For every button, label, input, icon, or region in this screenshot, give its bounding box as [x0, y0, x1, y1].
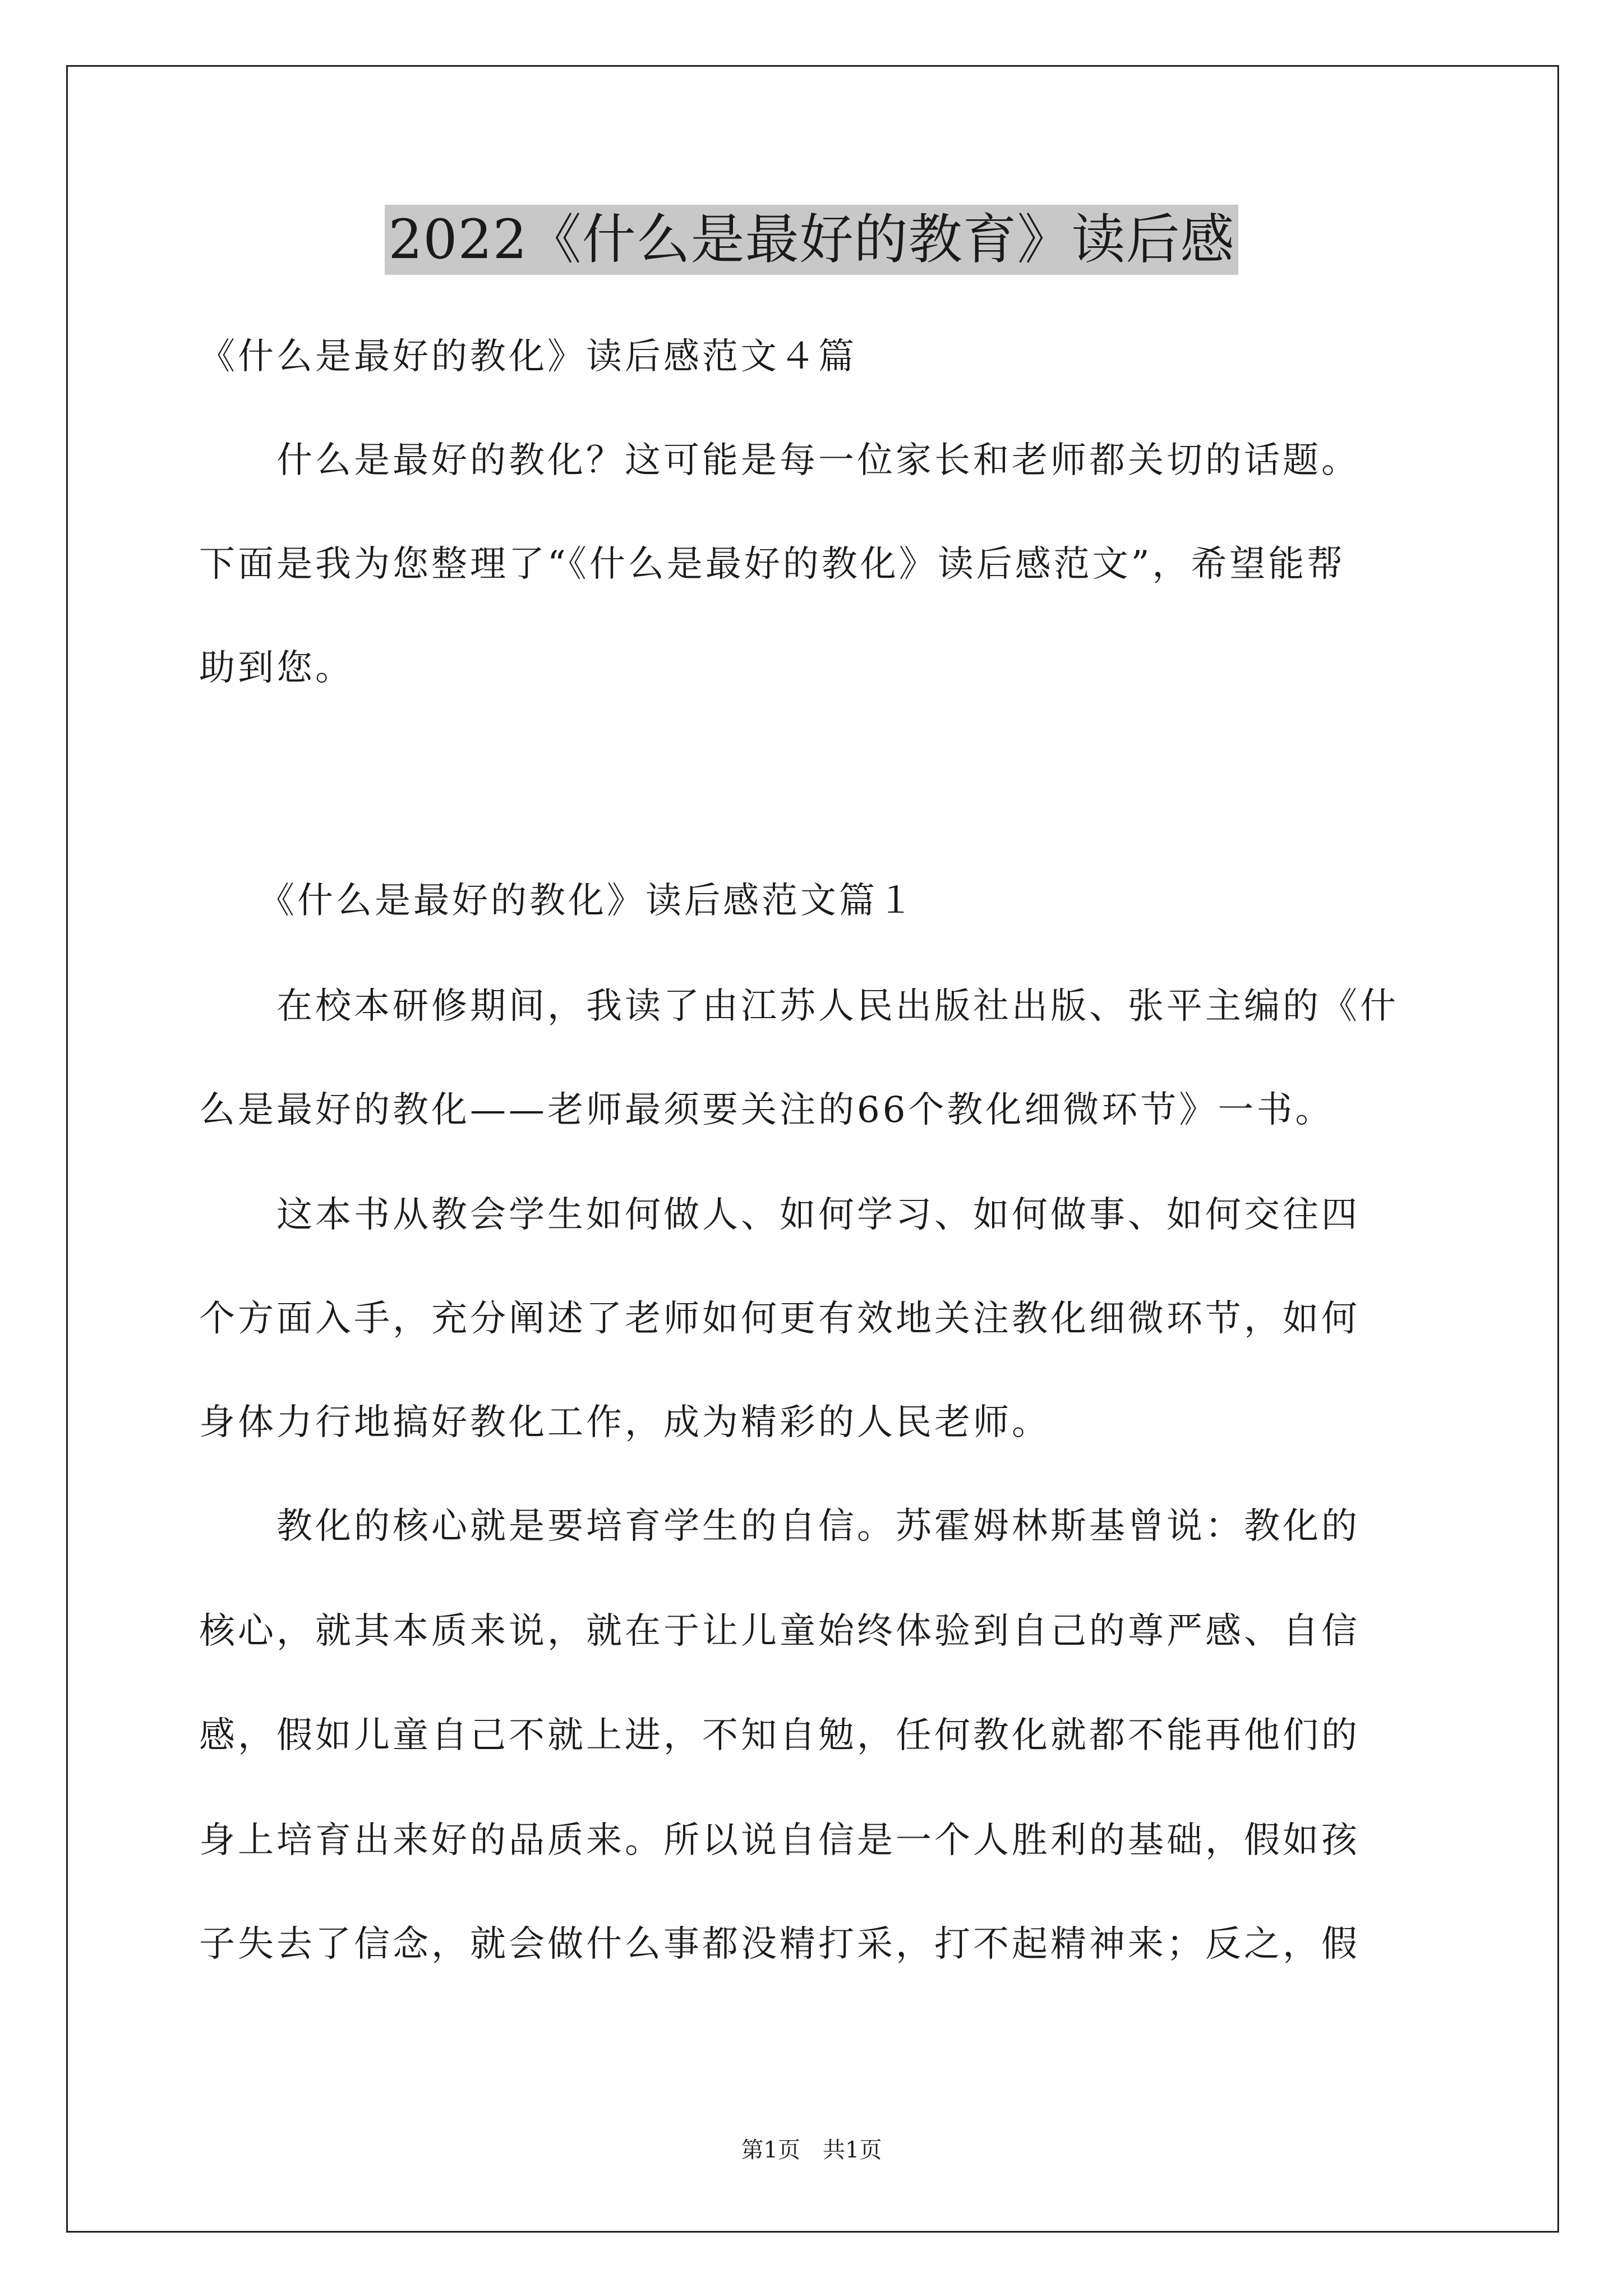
body-line: 什么是最好的教化？这可能是每一位家长和老师都关切的话题。 — [199, 440, 1360, 481]
page-footer — [0, 2134, 1623, 2166]
body-line: 子失去了信念，就会做什么事都没精打采，打不起精神来；反之，假 — [199, 1924, 1360, 1965]
body-line: 身上培育出来好的品质来。所以说自信是一个人胜利的基础，假如孩 — [199, 1820, 1360, 1861]
body-line: 感，假如儿童自己不就上进，不知自勉，任何教化就都不能再他们的 — [199, 1715, 1360, 1756]
body-line: 下面是我为您整理了“《什么是最好的教化》读后感范文”，希望能帮 — [199, 544, 1346, 585]
body-line: 《什么是最好的教化》读后感范文篇１ — [199, 880, 916, 922]
body-line: 个方面入手，充分阐述了老师如何更有效地关注教化细微环节，如何 — [199, 1298, 1360, 1340]
document-title: 2022《什么是最好的教育》读后感 — [385, 205, 1238, 275]
page-total: 共1页 — [823, 2137, 882, 2163]
body-line: 核心，就其本质来说，就在于让儿童始终体验到自己的尊严感、自信 — [199, 1611, 1360, 1652]
body-line: 助到您。 — [199, 647, 354, 689]
body-line: 身体力行地搞好教化工作，成为精彩的人民老师。 — [199, 1402, 1050, 1443]
title-container — [0, 205, 1623, 275]
body-line: 教化的核心就是要培育学生的自信。苏霍姆林斯基曾说：教化的 — [199, 1506, 1360, 1547]
body-line: 《什么是最好的教化》读后感范文４篇 — [199, 336, 857, 378]
page-border — [66, 65, 1559, 2233]
page-number: 第1页 — [741, 2137, 800, 2163]
body-line: 么是最好的教化——老师最须要关注的66个教化细微环节》一书。 — [199, 1089, 1334, 1131]
body-line: 在校本研修期间，我读了由江苏人民出版社出版、张平主编的《什 — [199, 986, 1399, 1027]
body-line: 这本书从教会学生如何做人、如何学习、如何做事、如何交往四 — [199, 1194, 1360, 1236]
